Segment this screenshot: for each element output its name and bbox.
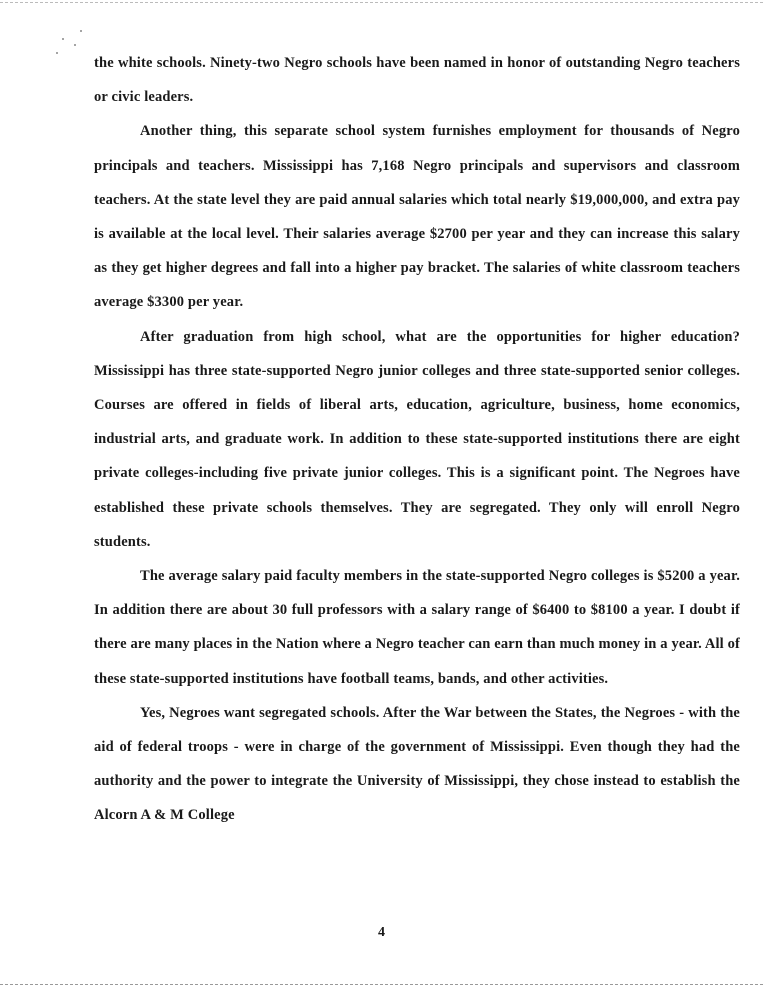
paragraph: The average salary paid faculty members in the state-supported Negro colleges is $5200 a year. In addition there are about 30 full professors with a salary range of $6400 to $8100 a year. I doubt if there are many places in the Nation where a Negro teacher can earn than much money in a year. All of these state-supported institutions have football teams, bands, and other activities. bbox=[94, 568, 740, 687]
bottom-scan-edge bbox=[0, 984, 763, 985]
scan-speck bbox=[80, 30, 82, 32]
scan-speck bbox=[62, 38, 64, 40]
document-body bbox=[94, 46, 740, 833]
paragraph: After graduation from high school, what are the opportunities for higher education? Mississippi has three state-supported Negro junior colleges and three state-supported senior colleges. Courses are offered in fields of liberal arts, education, agriculture, business, home economics, industrial arts, and graduate work. In addition to these state-supported institutions there are eight private colleges-including five private junior colleges. This is a significant point. The Negroes have established these private schools themselves. They are segregated. They only will enroll Negro students. bbox=[94, 328, 740, 550]
top-scan-edge bbox=[0, 2, 763, 3]
paragraph: Another thing, this separate school system furnishes employment for thousands of Negro principals and teachers. Mississippi has 7,168 Negro principals and supervisors and classroom teachers. At the state level they are paid annual salaries which total nearly $19,000,000, and extra pay is available at the local level. Their salaries average $2700 per year and they can increase this salary as they get higher degrees and fall into a higher pay bracket. The salaries of white classroom teachers average $3300 per year. bbox=[94, 123, 740, 311]
paragraph: the white schools. Ninety-two Negro schools have been named in honor of outstanding Negro teachers or civic leaders. bbox=[94, 55, 740, 106]
scan-speck bbox=[74, 44, 76, 46]
paragraph: Yes, Negroes want segregated schools. After the War between the States, the Negroes - with the aid of federal troops - were in charge of the government of Mississippi. Even though they had the authority and the power to integrate the University of Mississippi, they chose instead to establish the Alcorn A & M College bbox=[94, 704, 740, 824]
scan-speck bbox=[56, 52, 58, 54]
page-number: 4 bbox=[378, 925, 385, 940]
